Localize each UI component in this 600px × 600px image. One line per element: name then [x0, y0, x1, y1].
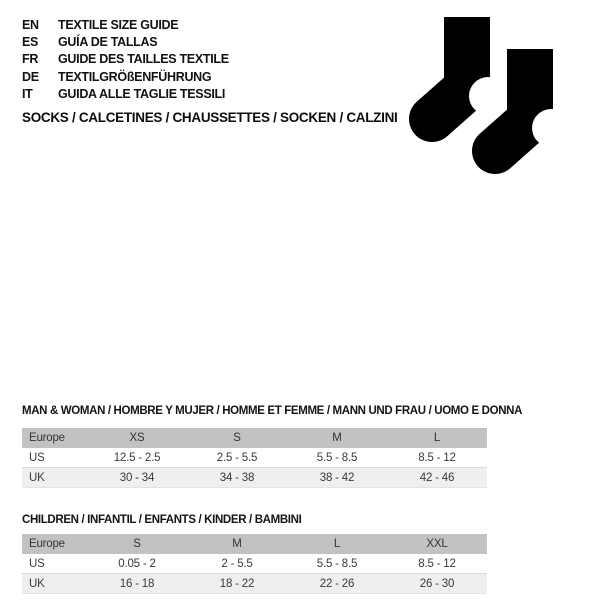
size-value: 8.5 - 12 — [418, 557, 456, 570]
size-value: 26 - 30 — [419, 577, 455, 590]
size-value: 12.5 - 2.5 — [113, 451, 161, 464]
size-table-children — [22, 534, 487, 594]
table-row-us — [22, 554, 487, 574]
language-list — [22, 16, 229, 103]
column-header: L — [433, 432, 441, 444]
row-label: UK — [29, 577, 45, 590]
table-row-uk — [22, 468, 487, 488]
language-row-it — [22, 86, 229, 103]
language-label: GUIDE DES TAILLES TEXTILE — [58, 52, 229, 67]
size-value: 22 - 26 — [319, 577, 355, 590]
column-header: XXL — [426, 538, 448, 550]
table-row-us — [22, 448, 487, 468]
size-value: 8.5 - 12 — [418, 451, 456, 464]
column-header: S — [133, 538, 141, 550]
language-code: EN — [22, 17, 39, 32]
size-value: 38 - 42 — [319, 471, 355, 484]
size-value: 2.5 - 5.5 — [216, 451, 258, 464]
size-value: 5.5 - 8.5 — [316, 451, 358, 464]
size-value: 2 - 5.5 — [221, 557, 253, 570]
language-row-de — [22, 68, 229, 85]
row-label: UK — [29, 471, 45, 484]
size-value: 0.05 - 2 — [118, 557, 156, 570]
column-header: M — [332, 432, 342, 444]
language-code: FR — [22, 52, 39, 67]
column-header: S — [233, 432, 241, 444]
language-row-fr — [22, 51, 229, 68]
column-header: L — [333, 538, 341, 550]
language-label: GUIDA ALLE TAGLIE TESSILI — [58, 87, 226, 102]
column-header: Europe — [29, 432, 65, 444]
row-label: US — [29, 451, 45, 464]
language-row-es — [22, 33, 229, 50]
socks-icon — [409, 17, 556, 176]
language-code: IT — [22, 87, 33, 102]
column-header: Europe — [29, 538, 65, 550]
table-row-uk — [22, 574, 487, 594]
size-value: 30 - 34 — [119, 471, 155, 484]
size-value: 18 - 22 — [219, 577, 255, 590]
language-code: DE — [22, 69, 39, 84]
column-header: XS — [129, 432, 145, 444]
size-value: 34 - 38 — [219, 471, 255, 484]
size-table-adults — [22, 428, 487, 488]
language-label: TEXTILE SIZE GUIDE — [58, 17, 179, 32]
column-header: M — [232, 538, 242, 550]
table-header-row — [22, 428, 487, 448]
language-row-en — [22, 16, 229, 33]
table-header-row — [22, 534, 487, 554]
size-value: 42 - 46 — [419, 471, 455, 484]
size-value: 16 - 18 — [119, 577, 155, 590]
language-label: GUÍA DE TALLAS — [58, 35, 158, 50]
language-label: TEXTILGRÖßENFÜHRUNG — [58, 69, 212, 84]
language-code: ES — [22, 35, 39, 50]
category-line: SOCKS / CALCETINES / CHAUSSETTES / SOCKEN / CALZINI — [22, 110, 398, 125]
table-title-adults: MAN & WOMAN / HOMBRE Y MUJER / HOMME ET FEMME / MANN UND FRAU / UOMO E DONNA — [22, 405, 523, 417]
table-title-children: CHILDREN / INFANTIL / ENFANTS / KINDER / BAMBINI — [22, 514, 302, 526]
size-value: 5.5 - 8.5 — [316, 557, 358, 570]
row-label: US — [29, 557, 45, 570]
